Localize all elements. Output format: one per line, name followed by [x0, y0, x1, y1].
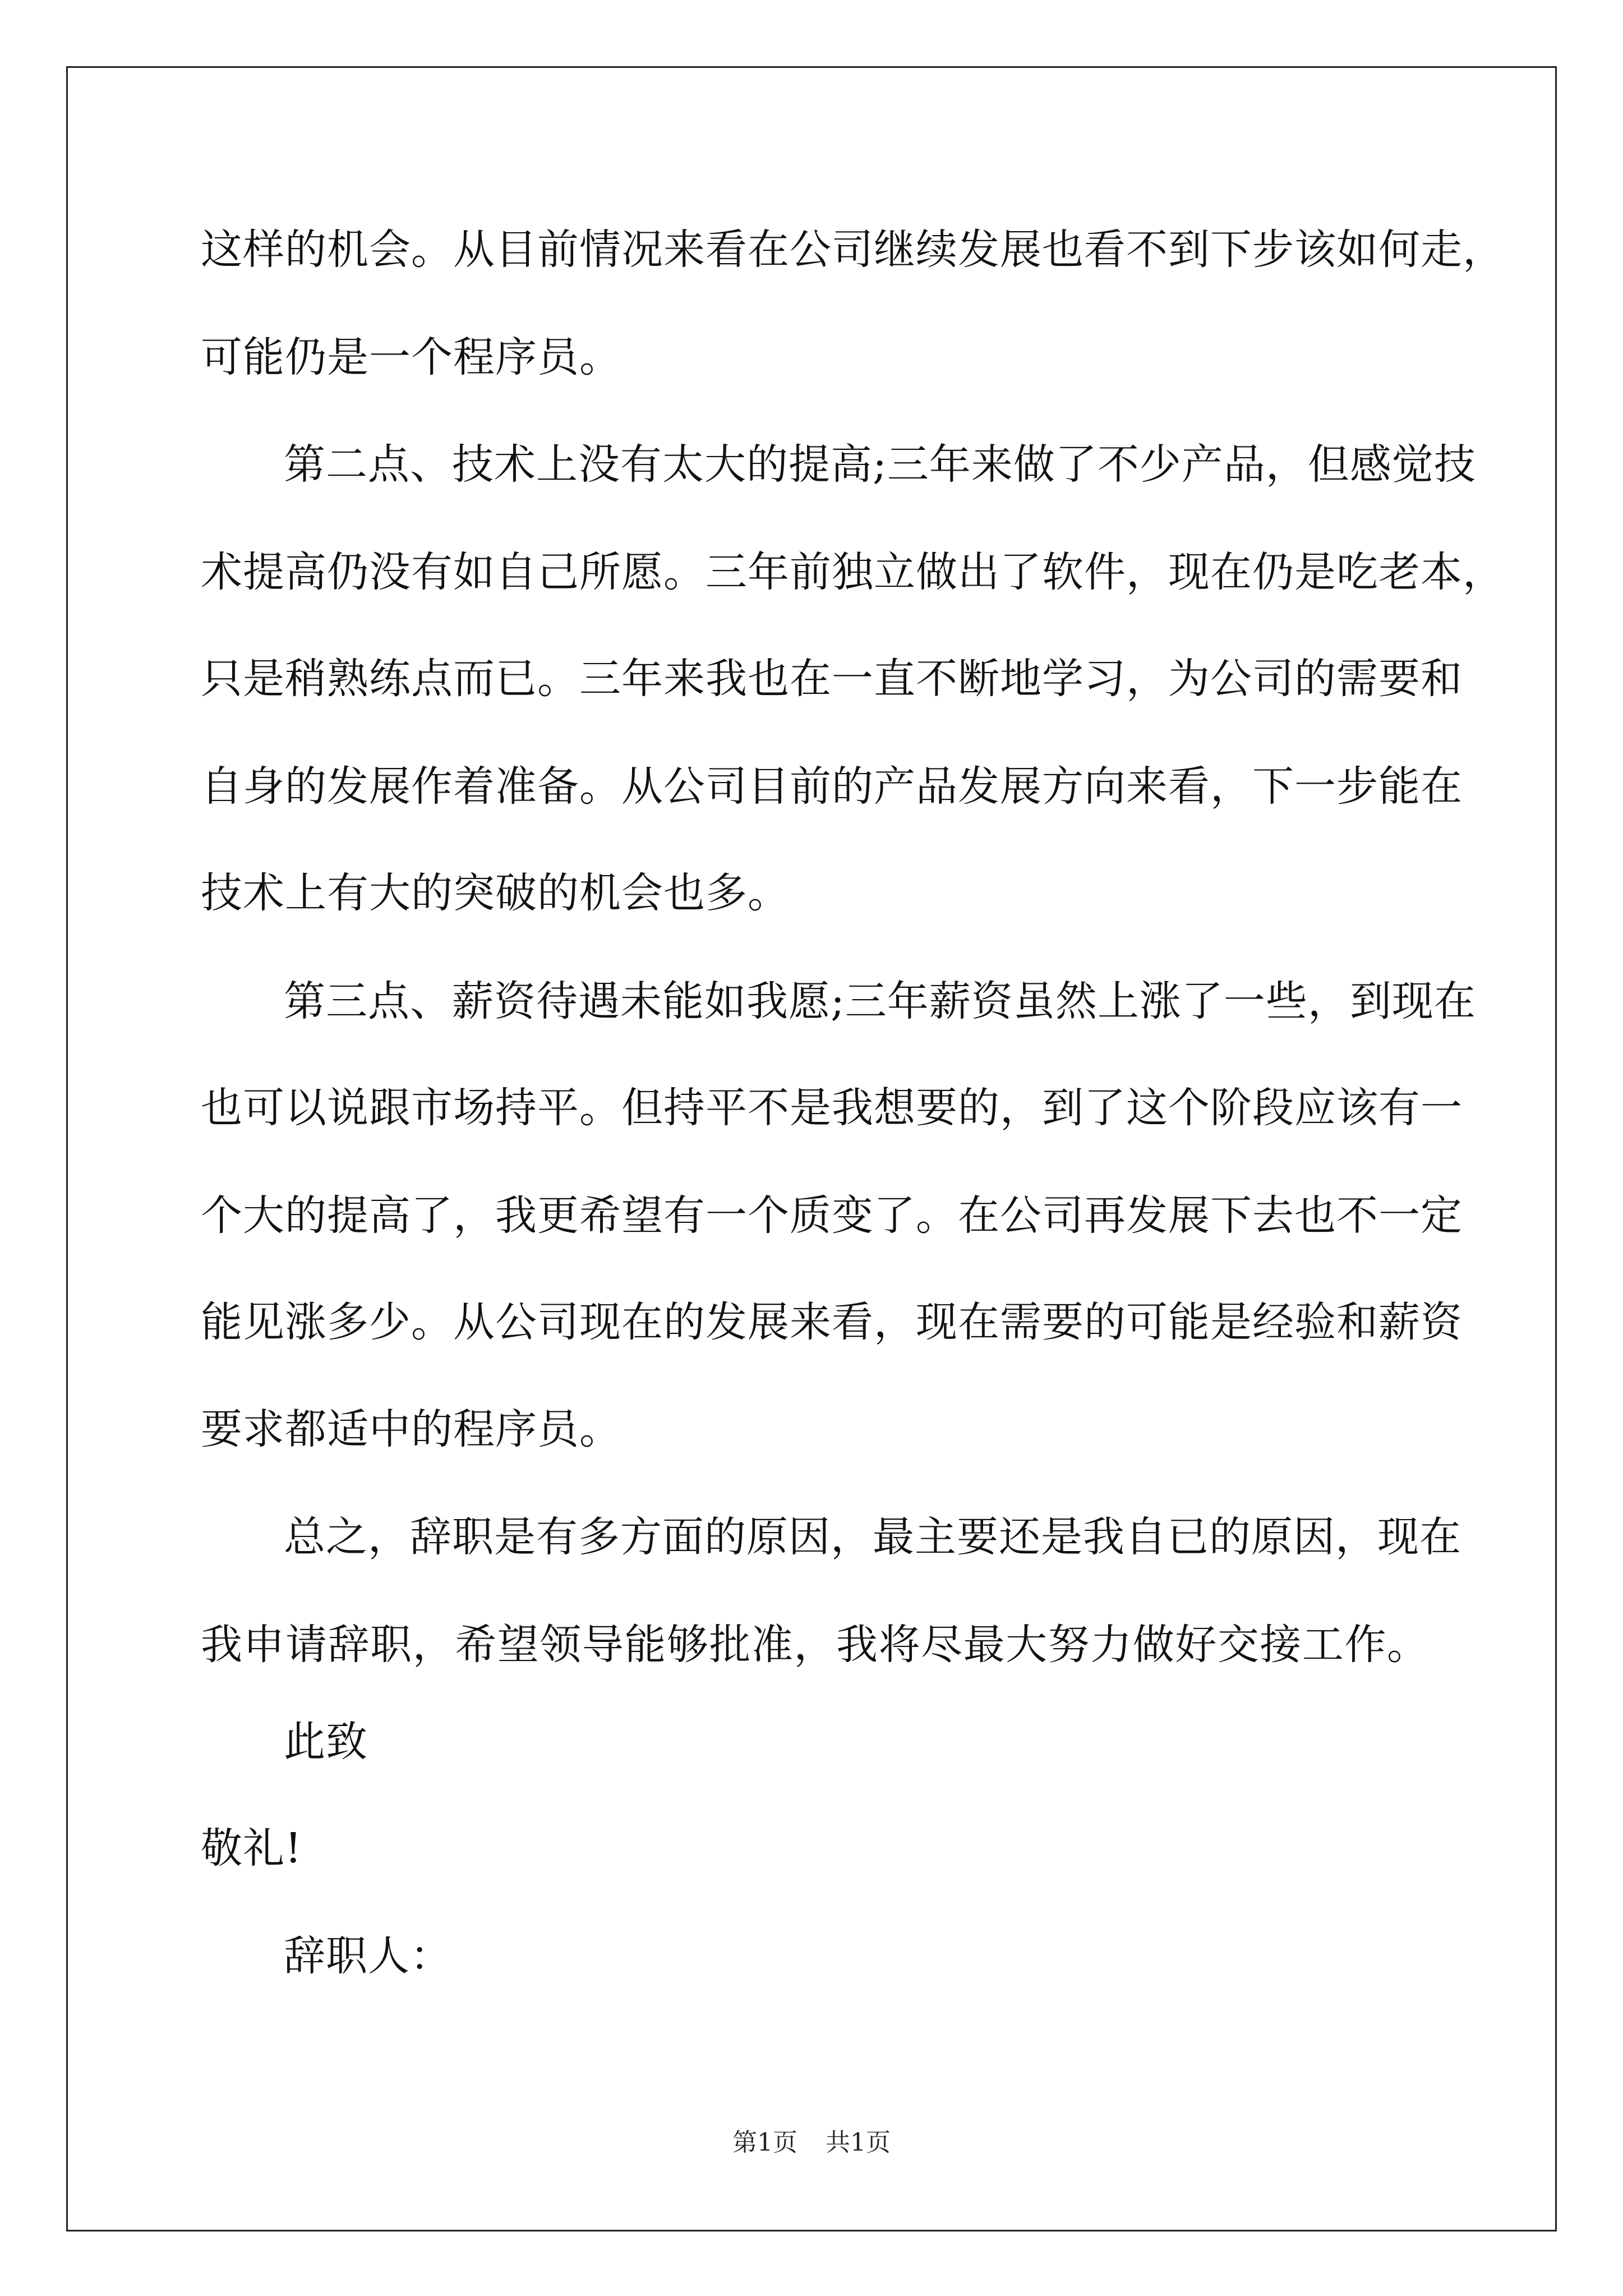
page-border — [66, 66, 1557, 2231]
signature-label: 辞职人： — [284, 1932, 452, 1980]
paragraph-line: 可能仍是一个程序员。 — [201, 333, 621, 381]
page-number: 第1页 — [732, 2128, 797, 2157]
closing-regards: 敬礼! — [201, 1824, 302, 1872]
page-footer — [0, 2126, 1623, 2160]
paragraph-line: 第二点、技术上没有太大的提高;三年来做了不少产品，但感觉技 — [284, 440, 1476, 489]
paragraph-line: 我申请辞职，希望领导能够批准，我将尽最大努力做好交接工作。 — [201, 1621, 1429, 1669]
paragraph-line: 能见涨多少。从公司现在的发展来看，现在需要的可能是经验和薪资 — [201, 1298, 1463, 1346]
paragraph-line: 个大的提高了，我更希望有一个质变了。在公司再发展下去也不一定 — [201, 1191, 1463, 1240]
paragraph-line: 技术上有大的突破的机会也多。 — [201, 869, 790, 917]
paragraph-line: 总之，辞职是有多方面的原因，最主要还是我自已的原因，现在 — [284, 1513, 1461, 1561]
paragraph-line: 也可以说跟市场持平。但持平不是我想要的，到了这个阶段应该有一 — [201, 1084, 1463, 1132]
paragraph-line: 要求都适中的程序员。 — [201, 1405, 621, 1453]
paragraph-line: 这样的机会。从目前情况来看在公司继续发展也看不到下步该如何走， — [201, 226, 1505, 274]
paragraph-line: 自身的发展作着准备。从公司目前的产品发展方向来看，下一步能在 — [201, 762, 1463, 811]
closing-salutation: 此致 — [284, 1718, 368, 1766]
paragraph-line: 第三点、薪资待遇未能如我愿;三年薪资虽然上涨了一些，到现在 — [284, 977, 1476, 1025]
paragraph-line: 只是稍熟练点而已。三年来我也在一直不断地学习，为公司的需要和 — [201, 655, 1463, 703]
paragraph-line: 术提高仍没有如自己所愿。三年前独立做出了软件，现在仍是吃老本， — [201, 548, 1505, 596]
page-total: 共1页 — [826, 2128, 891, 2157]
